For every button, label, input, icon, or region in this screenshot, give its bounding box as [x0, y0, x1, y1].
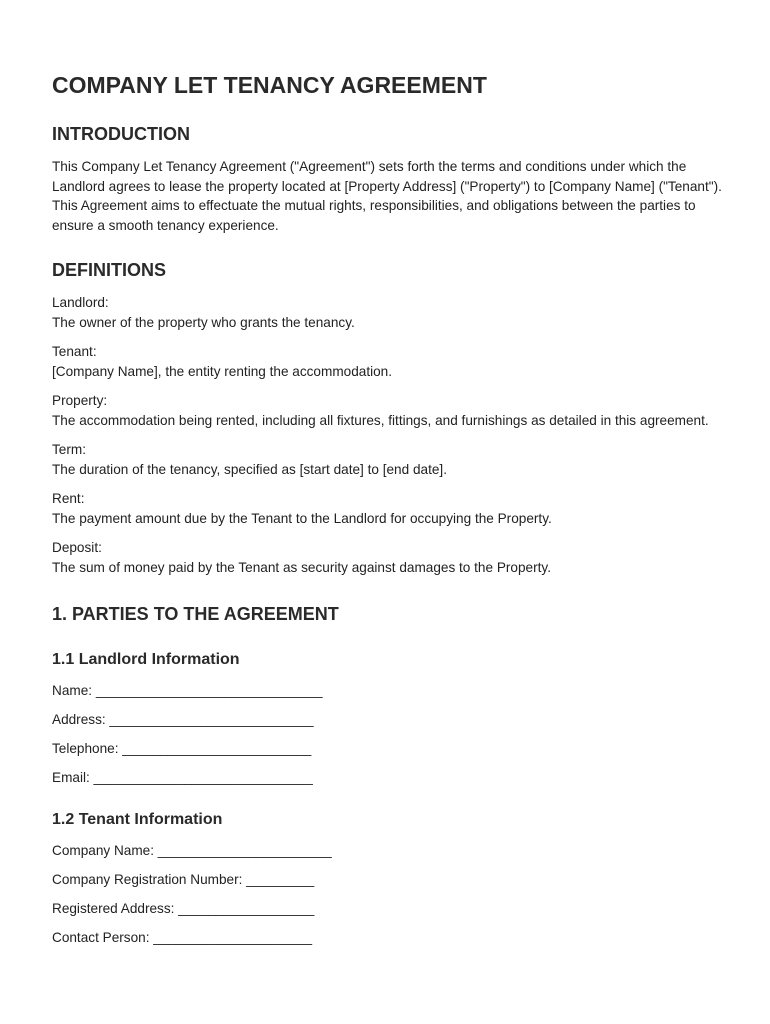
definition-term: Landlord:	[52, 295, 109, 310]
definition-description: The owner of the property who grants the tenancy.	[52, 314, 355, 330]
definition-description: The duration of the tenancy, specified as [start date] to [end date].	[52, 461, 447, 477]
definition-landlord	[52, 293, 727, 332]
landlord-info-heading: 1.1 Landlord Information	[52, 651, 240, 668]
definition-term-duration	[52, 440, 727, 479]
landlord-email-field: Email: _____________________________	[52, 770, 313, 785]
definition-property	[52, 391, 727, 430]
landlord-name-field: Name: ______________________________	[52, 683, 323, 698]
document-title: COMPANY LET TENANCY AGREEMENT	[52, 72, 487, 98]
landlord-telephone-field: Telephone: _________________________	[52, 741, 312, 756]
landlord-address-field: Address: ___________________________	[52, 712, 314, 727]
introduction-text: This Company Let Tenancy Agreement ("Agreement") sets forth the terms and conditions under which the Landlord agrees to lease the property located at [Property Address] ("Property") to [Company Name] ("Tenant"). This Agreement aims to effectuate the mutual rights, responsibilities, and obligations between the parties to ensure a smooth tenancy experience.	[52, 159, 722, 233]
tenant-contact-person-field: Contact Person: _____________________	[52, 930, 313, 945]
definition-term: Property:	[52, 393, 108, 408]
introduction-heading: INTRODUCTION	[52, 124, 190, 144]
tenant-company-name-field: Company Name: _______________________	[52, 843, 332, 858]
definition-term: Deposit:	[52, 540, 102, 555]
definition-term: Tenant:	[52, 344, 97, 359]
definition-term: Rent:	[52, 491, 85, 506]
definition-rent	[52, 489, 727, 528]
definition-term: Term:	[52, 442, 86, 457]
definition-description: [Company Name], the entity renting the accommodation.	[52, 363, 393, 379]
tenant-registration-number-field: Company Registration Number: _________	[52, 872, 315, 887]
definitions-heading: DEFINITIONS	[52, 260, 167, 280]
tenant-registered-address-field: Registered Address: __________________	[52, 901, 315, 916]
tenant-info-heading: 1.2 Tenant Information	[52, 811, 223, 828]
definition-description: The payment amount due by the Tenant to the Landlord for occupying the Property.	[52, 510, 552, 526]
definition-deposit	[52, 538, 727, 577]
definition-tenant	[52, 342, 727, 381]
definition-description: The sum of money paid by the Tenant as security against damages to the Property.	[52, 559, 551, 575]
definition-description: The accommodation being rented, including all fixtures, fittings, and furnishings as detailed in this agreement.	[52, 412, 709, 428]
parties-heading: 1. PARTIES TO THE AGREEMENT	[52, 604, 339, 624]
